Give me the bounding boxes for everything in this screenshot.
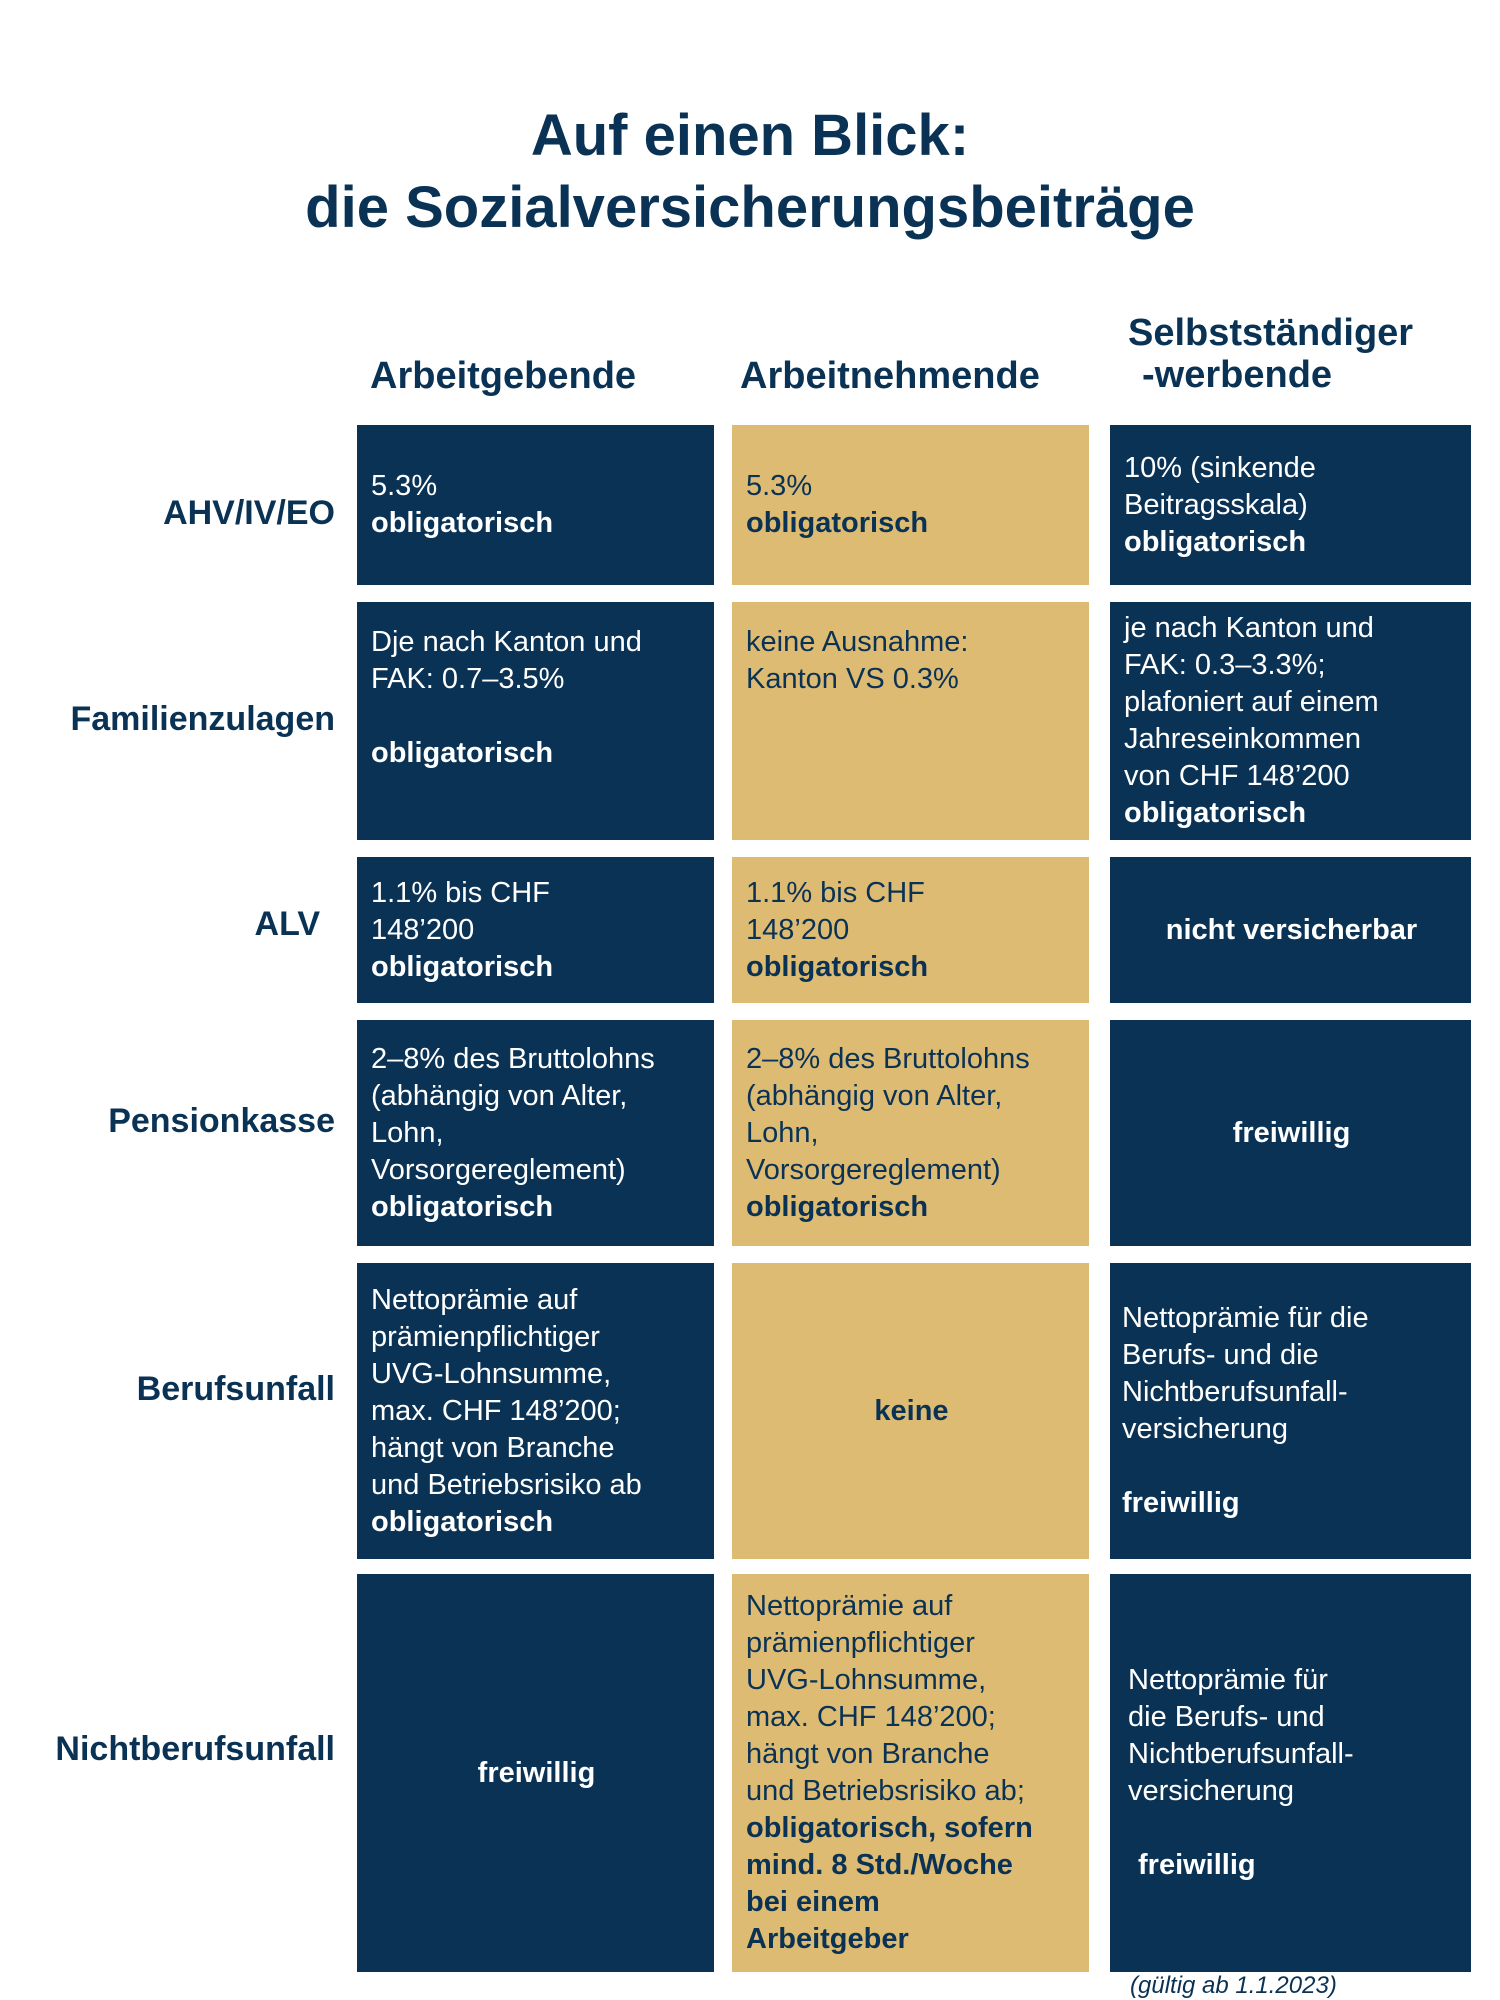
cell-text: UVG-Lohnsumme, xyxy=(746,1664,987,1696)
row-label-family: Familienzulagen xyxy=(70,700,335,738)
cell-text: max. CHF 148’200; xyxy=(371,1394,621,1427)
cell-status: obligatorisch xyxy=(371,507,554,539)
cell-text: 5.3% xyxy=(746,470,813,502)
cell-text: plafoniert auf einem xyxy=(1124,686,1379,718)
cell-text: 10% (sinkende xyxy=(1124,451,1316,484)
cell-text: hängt von Branche xyxy=(371,1431,615,1464)
cell-text: (abhängig von Alter, xyxy=(371,1079,628,1112)
cell-alv-employer xyxy=(357,857,714,1003)
page-title xyxy=(0,100,1500,244)
cell-family-employer xyxy=(357,602,714,840)
cell-status: freiwillig xyxy=(1138,1849,1256,1881)
cell-text: (abhängig von Alter, xyxy=(746,1079,1003,1112)
cell-status: obligatorisch xyxy=(371,1505,554,1538)
cell-nonoccupational-self-employed xyxy=(1110,1574,1471,1972)
cell-status: obligatorisch xyxy=(1124,797,1307,829)
cell-text: 148’200 xyxy=(746,913,850,946)
cell-text: max. CHF 148’200; xyxy=(746,1701,996,1733)
cell-text: 1.1% bis CHF xyxy=(371,876,550,909)
cell-text: Nettoprämie für xyxy=(1128,1664,1328,1696)
cell-text: Nettoprämie auf xyxy=(371,1283,578,1316)
column-header-employee: Arbeitnehmende xyxy=(740,355,1040,397)
cell-status: bei einem xyxy=(746,1886,880,1918)
cell-text: FAK: 0.3–3.3%; xyxy=(1124,649,1326,681)
cell-text: Jahreseinkommen xyxy=(1124,723,1361,755)
column-header-self-line-1: Selbstständiger xyxy=(1128,312,1414,354)
cell-status: obligatorisch xyxy=(371,737,554,769)
cell-text: Dje nach Kanton und xyxy=(371,626,642,658)
cell-status: obligatorisch xyxy=(1124,525,1307,558)
cell-status: mind. 8 Std./Woche xyxy=(746,1849,1013,1881)
cell-text: Berufs- und die xyxy=(1122,1339,1319,1371)
cell-status: freiwillig xyxy=(1122,1487,1240,1519)
cell-status: obligatorisch xyxy=(746,1190,929,1223)
cell-status: obligatorisch xyxy=(746,950,929,983)
cell-text: Nichtberufsunfall- xyxy=(1122,1376,1348,1408)
cell-text: 5.3% xyxy=(371,470,438,502)
cell-nonoccupational-employee xyxy=(732,1574,1089,1972)
cell-alv-employee xyxy=(732,857,1089,1003)
spacer xyxy=(371,698,702,735)
cell-nonoccupational-employer xyxy=(357,1574,714,1972)
cell-status: obligatorisch xyxy=(371,950,554,983)
cell-ahv-self-employed xyxy=(1110,425,1471,585)
column-header-employer: Arbeitgebende xyxy=(370,355,637,397)
cell-status: Arbeitgeber xyxy=(746,1923,909,1955)
cell-status: obligatorisch, sofern xyxy=(746,1812,1033,1844)
cell-text: hängt von Branche xyxy=(746,1738,990,1770)
cell-text: versicherung xyxy=(1128,1775,1295,1807)
cell-occupational-employer xyxy=(357,1263,714,1559)
cell-occupational-self-employed xyxy=(1110,1263,1471,1559)
cell-text: Lohn, xyxy=(371,1116,444,1149)
cell-text: prämienpflichtiger xyxy=(746,1627,975,1659)
validity-footnote: (gültig ab 1.1.2023) xyxy=(1130,1972,1337,1999)
cell-text: keine Ausnahme: xyxy=(746,626,969,658)
row-label-pension: Pensionkasse xyxy=(108,1102,335,1140)
cell-text: Nettoprämie für die xyxy=(1122,1302,1369,1334)
cell-text: Beitragsskala) xyxy=(1124,488,1308,521)
cell-ahv-employer xyxy=(357,425,714,585)
cell-text: und Betriebsrisiko ab; xyxy=(746,1775,1025,1807)
row-label-nonoccupational-accident: Nichtberufsunfall xyxy=(55,1730,335,1768)
cell-pension-employee xyxy=(732,1020,1089,1246)
column-header-self-line-2: -werbende xyxy=(1142,354,1333,396)
spacer xyxy=(1122,1448,1459,1485)
cell-status: obligatorisch xyxy=(746,507,929,539)
cell-text: Kanton VS 0.3% xyxy=(746,663,959,695)
cell-text: Nichtberufsunfall- xyxy=(1128,1738,1354,1770)
cell-ahv-employee xyxy=(732,425,1089,585)
cell-text: 1.1% bis CHF xyxy=(746,876,925,909)
cell-family-employee xyxy=(732,602,1089,840)
cell-family-self-employed xyxy=(1110,602,1471,840)
cell-status: obligatorisch xyxy=(371,1190,554,1223)
cell-text: prämienpflichtiger xyxy=(371,1320,600,1353)
cell-alv-self-employed xyxy=(1110,857,1471,1003)
cell-text: UVG-Lohnsumme, xyxy=(371,1357,612,1390)
cell-status: keine xyxy=(874,1394,949,1427)
cell-text: Nettoprämie auf xyxy=(746,1590,953,1622)
cell-text: 148’200 xyxy=(371,913,475,946)
cell-status: freiwillig xyxy=(1232,1116,1351,1149)
cell-text: versicherung xyxy=(1122,1413,1289,1445)
title-line-2: die Sozialversicherungsbeiträge xyxy=(305,175,1195,240)
cell-status: freiwillig xyxy=(477,1756,596,1789)
row-label-ahv: AHV/IV/EO xyxy=(163,494,335,532)
cell-text: Vorsorgereglement) xyxy=(371,1153,626,1186)
cell-status: nicht versicherbar xyxy=(1165,913,1418,946)
row-label-alv: ALV xyxy=(254,905,320,943)
cell-text: Lohn, xyxy=(746,1116,819,1149)
cell-text: von CHF 148’200 xyxy=(1124,760,1350,792)
row-label-occupational-accident: Berufsunfall xyxy=(136,1370,335,1408)
title-line-1: Auf einen Blick: xyxy=(530,103,970,168)
cell-text: und Betriebsrisiko ab xyxy=(371,1468,642,1501)
cell-text: Vorsorgereglement) xyxy=(746,1153,1001,1186)
spacer xyxy=(1128,1810,1459,1847)
cell-text: die Berufs- und xyxy=(1128,1701,1325,1733)
column-header-self-employed xyxy=(1128,312,1413,396)
cell-text: FAK: 0.7–3.5% xyxy=(371,663,565,695)
cell-text: 2–8% des Bruttolohns xyxy=(746,1042,1030,1075)
cell-occupational-employee xyxy=(732,1263,1089,1559)
cell-pension-self-employed xyxy=(1110,1020,1471,1246)
cell-text: 2–8% des Bruttolohns xyxy=(371,1042,655,1075)
cell-pension-employer xyxy=(357,1020,714,1246)
cell-text: je nach Kanton und xyxy=(1124,612,1374,644)
